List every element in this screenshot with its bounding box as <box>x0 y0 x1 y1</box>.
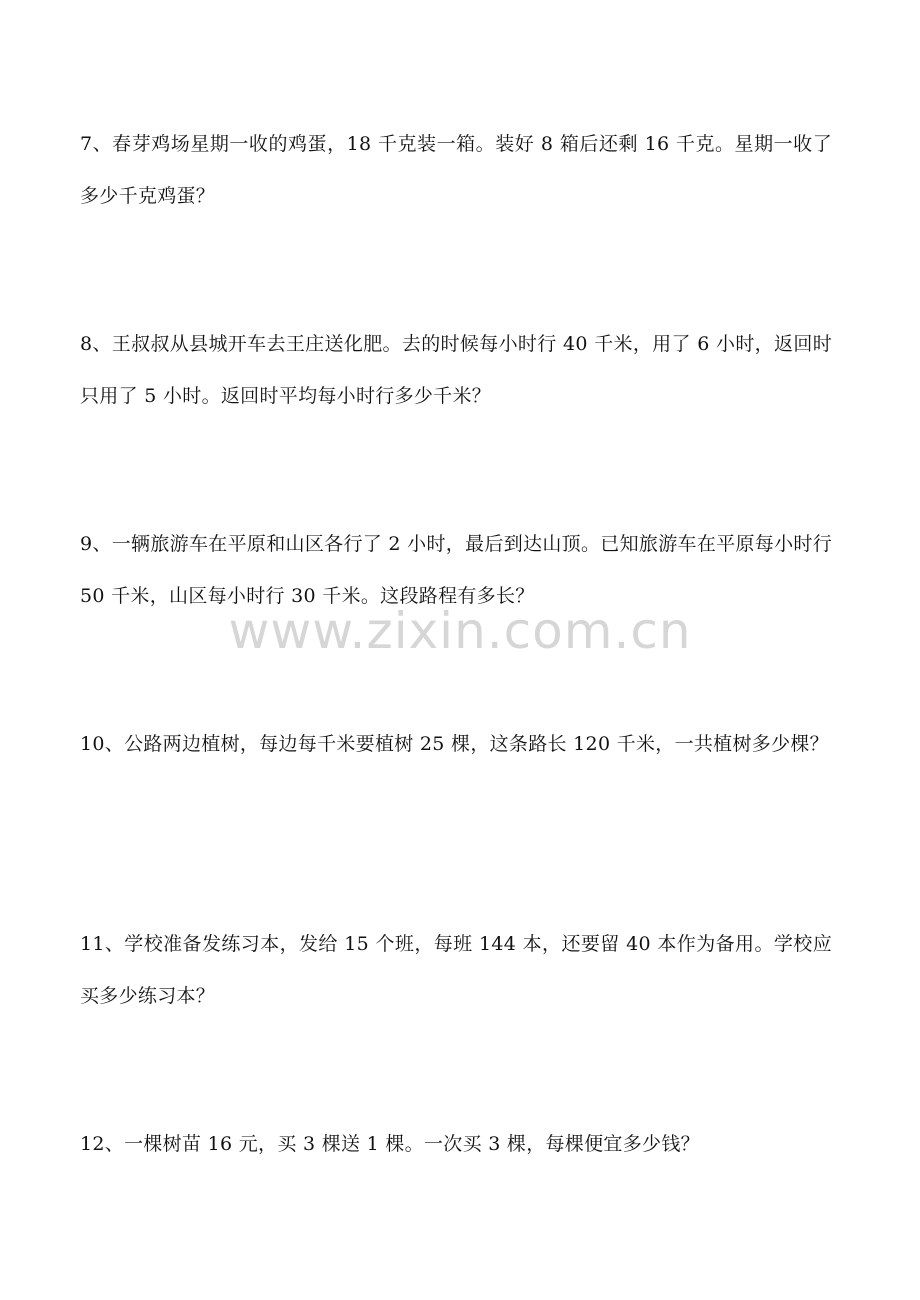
problem-9: 9、一辆旅游车在平原和山区各行了 2 小时，最后到达山顶。已知旅游车在平原每小时行 50 千米，山区每小时行 30 千米。这段路程有多长？ <box>80 533 832 607</box>
watermark: www.zixin.com.cn <box>228 602 692 660</box>
problem-10: 10、公路两边植树，每边每千米要植树 25 棵，这条路长 120 千米，一共植树多少棵？ <box>80 733 829 755</box>
problem-7: 7、春芽鸡场星期一收的鸡蛋，18 千克装一箱。装好 8 箱后还剩 16 千克。星期一收了多少千克鸡蛋？ <box>80 133 832 207</box>
problem-8: 8、王叔叔从县城开车去王庄送化肥。去的时候每小时行 40 千米，用了 6 小时，返回时只用了 5 小时。返回时平均每小时行多少千米？ <box>80 333 832 407</box>
problem-11: 11、学校准备发练习本，发给 15 个班，每班 144 本，还要留 40 本作为备用。学校应买多少练习本？ <box>80 933 832 1007</box>
problem-12: 12、一棵树苗 16 元，买 3 棵送 1 棵。一次买 3 棵，每棵便宜多少钱？ <box>80 1133 700 1155</box>
